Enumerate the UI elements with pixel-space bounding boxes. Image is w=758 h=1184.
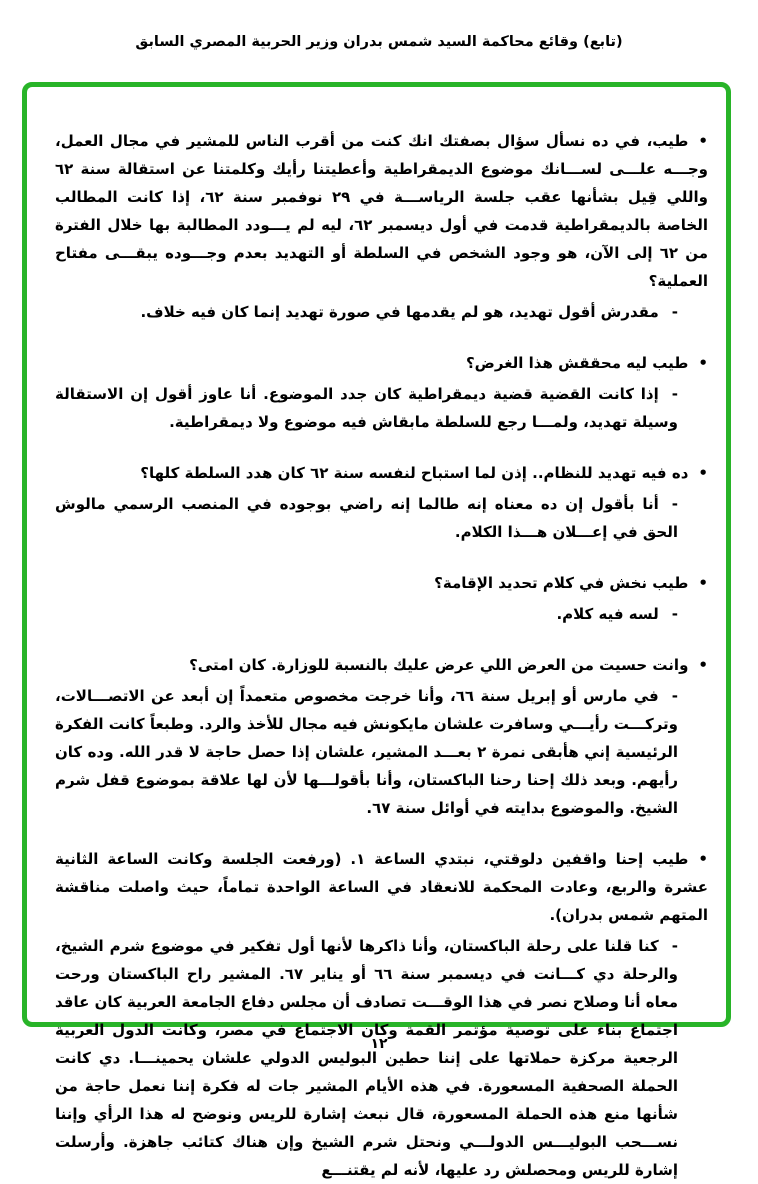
answer-paragraph xyxy=(55,298,678,326)
question-paragraph xyxy=(55,651,708,679)
bullet-marker: • xyxy=(698,656,708,674)
bullet-marker: • xyxy=(698,464,708,482)
paragraph-text: لسه فيه كلام. xyxy=(556,605,659,623)
answer-paragraph xyxy=(55,682,678,822)
answer-paragraph xyxy=(55,380,678,436)
bullet-marker: • xyxy=(698,132,708,150)
dash-marker: - xyxy=(671,303,678,321)
question-paragraph xyxy=(55,127,708,295)
page-number: ١٢ xyxy=(370,1036,388,1052)
paragraph-text: مقدرش أقول تهديد، هو لم يقدمها في صورة تهديد إنما كان فيه خلاف. xyxy=(140,303,659,321)
paragraph-text: ده فيه تهديد للنظام.. إذن لما استباح لنفسه سنة ٦٢ كان هدد السلطة كلها؟ xyxy=(140,464,689,482)
paragraph-text: طيب إحنا واقفين دلوقتي، نبتدي الساعة ١. (ورفعت الجلسة وكانت الساعة الثانية عشرة والربع، وعادت المحكمة للانعقاد في الساعة الواحدة تماماً، حيث واصلت مناقشة المتهم شمس بدران). xyxy=(55,850,708,924)
answer-paragraph xyxy=(55,600,678,628)
question-paragraph xyxy=(55,569,708,597)
paragraph-text: كنا قلنا على رحلة الباكستان، وأنا ذاكرها لأنها أول تفكير في موضوع شرم الشيخ، والرحلة دي كـــانت في ديسمبر سنة ٦٦ أو يناير ٦٧. المشير راح الباكستان ورحت معاه أنا وصلاح نصر في هذا الوقـــت تصادف أن مجلس دفاع الجامعة العربية كان عاقد اجتماع بناء على توصية مؤتمر القمة وكان الاجتماع في مصر، وكانت الدول العربية الرجعية مركزة حملاتها على إننا حطين البوليس الدولي علشان يحمينـــا. دي كانت الحملة الصحفية المسعورة. في هذه الأيام المشير جات له فكرة إننا نعمل حاجة من شأنها منع هذه الحملة المسعورة، قال نبعث إشارة للريس ونوضح له هذا الرأي وإننا نســـحب البوليـــس الدولـــي ونحتل شرم الشيخ وإن هناك كتائب جاهزة. وأرسلت إشارة للريس ومحصلش رد عليها، لأنه لم يقتنـــع xyxy=(55,937,678,1179)
paragraph-text: إذا كانت القضية قضية ديمقراطية كان جدد الموضوع. أنا عاوز أقول إن الاستقالة وسيلة تهديد، ولمـــا رجع للسلطة مابقاش فيه موضوع ولا ديمقراطية. xyxy=(55,385,678,431)
dash-marker: - xyxy=(671,937,678,955)
paragraph-text: طيب نخش في كلام تحديد الإقامة؟ xyxy=(434,574,689,592)
dash-marker: - xyxy=(671,495,678,513)
paragraph-text: وانت حسيت من العرض اللي عرض عليك بالنسبة للوزارة. كان امتى؟ xyxy=(189,656,689,674)
answer-paragraph xyxy=(55,932,678,1184)
paragraph-text: أنا بأقول إن ده معناه إنه طالما إنه راضي بوجوده في المنصب الرسمي مالوش الحق في إعـــلان هـــذا الكلام. xyxy=(55,495,678,541)
question-paragraph xyxy=(55,349,708,377)
dash-marker: - xyxy=(671,605,678,623)
bullet-marker: • xyxy=(698,354,708,372)
page-header-title: (تابع) وقائع محاكمة السيد شمس بدران وزير الحربية المصري السابق xyxy=(135,34,623,50)
bullet-marker: • xyxy=(698,850,708,868)
dash-marker: - xyxy=(671,385,678,403)
paragraph-text: في مارس أو إبريل سنة ٦٦، وأنا خرجت مخصوص متعمداً إن أبعد عن الاتصـــالات، وتركـــت رأيـــي وسافرت علشان مايكونش فيه مجال للأخذ والرد. وطبعاً كانت الفكرة الرئيسية إني هأبقى نمرة ٢ بعـــد المشير، علشان إذا حصل حاجة لا قدر الله. وده كان رأيهم. وبعد ذلك إحنا رحنا الباكستان، وأنا بأقولـــها لأن لها علاقة بموضوع قفل شرم الشيخ. والموضوع بدايته في أوائل سنة ٦٧. xyxy=(55,687,679,817)
bullet-marker: • xyxy=(698,574,708,592)
paragraph-text: طيب، في ده نسأل سؤال بصفتك انك كنت من أقرب الناس للمشير في مجال العمل، وجـــه علـــى لســـانك موضوع الديمقراطية وأعطيتنا رأيك وكلمتنا عن استقالة سنة ٦٢ واللي قِيل بشأنها عقب جلسة الرياســـة في ٢٩ نوفمبر سنة ٦٢، إذا كانت المطالب الخاصة بالديمقراطية قدمت في أول ديسمبر ٦٢، ليه لم يـــودد المطالبة بها خلال الفترة من ٦٢ إلى الآن، هو وجود الشخص في السلطة أو التهديد بعدم وجـــوده يبقـــى مفتاح العملية؟ xyxy=(55,132,708,290)
question-paragraph xyxy=(55,845,708,929)
answer-paragraph xyxy=(55,490,678,546)
dash-marker: - xyxy=(671,687,678,705)
question-paragraph xyxy=(55,459,708,487)
paragraph-text: طيب ليه محققش هذا الغرض؟ xyxy=(465,354,689,372)
